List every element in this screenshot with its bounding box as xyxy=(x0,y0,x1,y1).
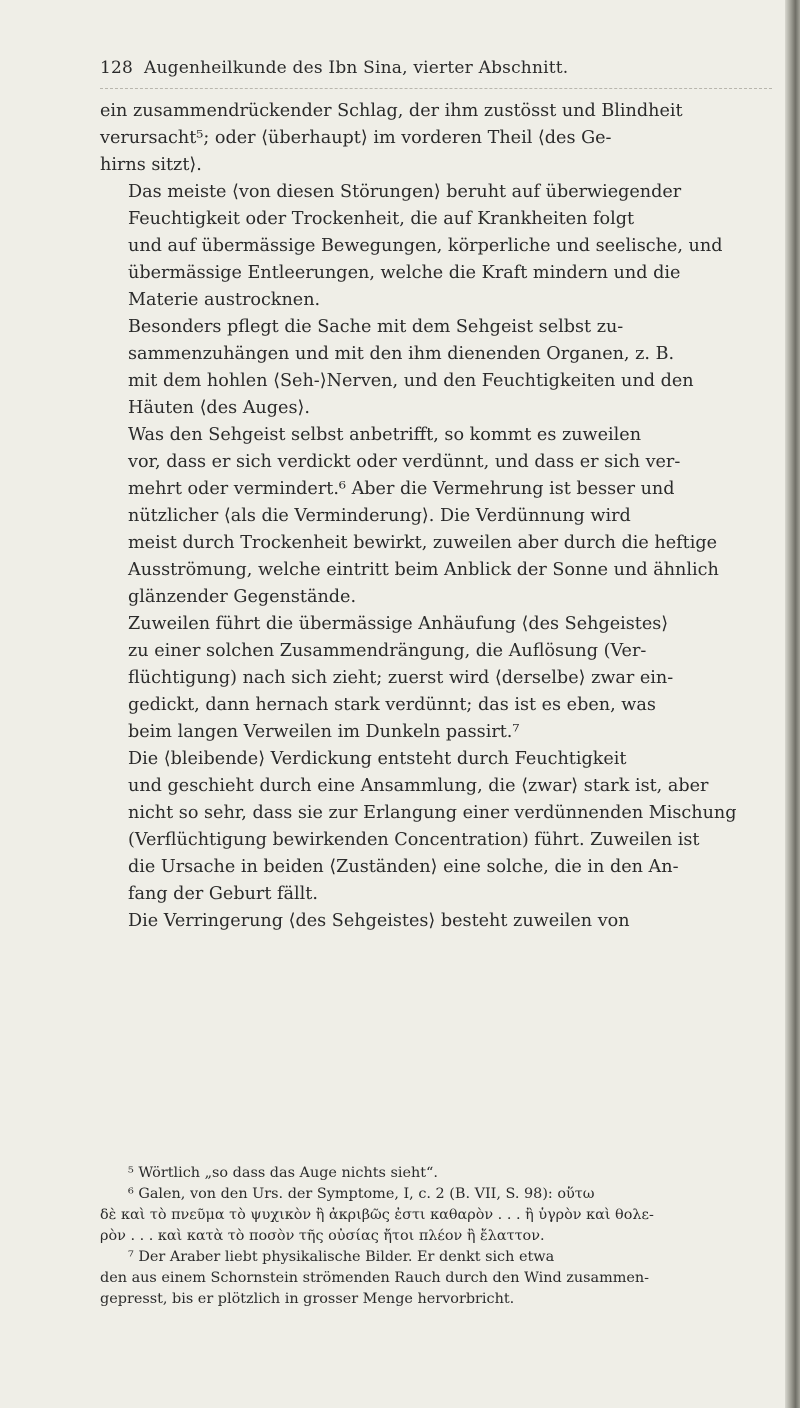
text-line: Materie austrocknen. xyxy=(128,290,321,310)
page-header xyxy=(100,58,700,88)
text-line: zu einer solchen Zusammendrängung, die Auflösung (Ver- xyxy=(128,641,647,661)
text-line: Das meiste ⟨von diesen Störungen⟩ beruht auf überwiegender xyxy=(128,182,682,202)
paragraph-4 xyxy=(100,422,772,611)
paragraph-6 xyxy=(100,746,772,908)
header-rule xyxy=(100,88,772,89)
text-line: und auf übermässige Bewegungen, körperliche und seelische, und xyxy=(128,236,723,256)
text-line: ein zusammendrückender Schlag, der ihm zustösst und Blindheit xyxy=(100,101,683,121)
text-line: flüchtigung) nach sich zieht; zuerst wird ⟨derselbe⟩ zwar ein- xyxy=(128,668,674,688)
text-line: glänzender Gegenstände. xyxy=(128,587,357,607)
footnote-7 xyxy=(100,1247,772,1310)
footnote-line: ρὸν . . . καὶ κατὰ τὸ ποσὸν τῆς οὐσίας ἤτοι πλέον ἢ ἔλαττον. xyxy=(100,1228,545,1244)
text-line: vor, dass er sich verdickt oder verdünnt, und dass er sich ver- xyxy=(128,452,681,472)
book-binding-edge xyxy=(785,0,800,1408)
text-line: Was den Sehgeist selbst anbetrifft, so kommt es zuweilen xyxy=(128,425,642,445)
paragraph-5 xyxy=(100,611,772,746)
text-line: Die Verringerung ⟨des Sehgeistes⟩ besteht zuweilen von xyxy=(128,911,630,931)
main-text xyxy=(100,98,772,935)
text-line: Ausströmung, welche eintritt beim Anblick der Sonne und ähnlich xyxy=(128,560,719,580)
footnotes xyxy=(100,1163,772,1310)
text-line: und geschieht durch eine Ansammlung, die ⟨zwar⟩ stark ist, aber xyxy=(128,776,709,796)
text-line: Die ⟨bleibende⟩ Verdickung entsteht durch Feuchtigkeit xyxy=(128,749,627,769)
text-line: sammenzuhängen und mit den ihm dienenden Organen, z. B. xyxy=(128,344,675,364)
text-line: die Ursache in beiden ⟨Zuständen⟩ eine solche, die in den An- xyxy=(128,857,679,877)
footnote-line: δὲ καὶ τὸ πνεῦμα τὸ ψυχικὸν ἢ ἀκριβῶς ἐστι καθαρὸν . . . ἢ ὑγρὸν καὶ θολε- xyxy=(100,1207,654,1223)
text-line: beim langen Verweilen im Dunkeln passirt.⁷ xyxy=(128,722,520,742)
text-line: nützlicher ⟨als die Verminderung⟩. Die Verdünnung wird xyxy=(128,506,631,526)
text-line: verursacht⁵; oder ⟨überhaupt⟩ im vorderen Theil ⟨des Ge- xyxy=(100,128,612,148)
text-line: fang der Geburt fällt. xyxy=(128,884,318,904)
paragraph-7 xyxy=(100,908,772,935)
text-line: Zuweilen führt die übermässige Anhäufung ⟨des Sehgeistes⟩ xyxy=(128,614,669,634)
paragraph-1 xyxy=(100,98,772,179)
footnote-5 xyxy=(100,1163,772,1184)
text-line: Besonders pflegt die Sache mit dem Sehgeist selbst zu- xyxy=(128,317,624,337)
text-line: meist durch Trockenheit bewirkt, zuweilen aber durch die heftige xyxy=(128,533,718,553)
text-line: mehrt oder vermindert.⁶ Aber die Vermehrung ist besser und xyxy=(128,479,675,499)
text-line: übermässige Entleerungen, welche die Kraft mindern und die xyxy=(128,263,681,283)
footnote-line: ⁷ Der Araber liebt physikalische Bilder. Er denkt sich etwa xyxy=(128,1249,555,1265)
text-line: mit dem hohlen ⟨Seh-⟩Nerven, und den Feuchtigkeiten und den xyxy=(128,371,694,391)
text-line: (Verflüchtigung bewirkenden Concentration) führt. Zuweilen ist xyxy=(128,830,700,850)
page-number: 128 xyxy=(100,58,134,78)
footnote-line: ⁵ Wörtlich „so dass das Auge nichts sieht“. xyxy=(128,1165,438,1181)
footnote-line: den aus einem Schornstein strömenden Rauch durch den Wind zusammen- xyxy=(100,1270,650,1286)
text-line: hirns sitzt⟩. xyxy=(100,155,202,175)
footnote-6 xyxy=(100,1184,772,1247)
running-title: Augenheilkunde des Ibn Sina, vierter Abschnitt. xyxy=(144,58,569,78)
text-line: Feuchtigkeit oder Trockenheit, die auf Krankheiten folgt xyxy=(128,209,635,229)
text-line: Häuten ⟨des Auges⟩. xyxy=(128,398,310,418)
footnote-line: ⁶ Galen, von den Urs. der Symptome, I, c. 2 (B. VII, S. 98): οὕτω xyxy=(128,1186,595,1202)
footnote-line: gepresst, bis er plötzlich in grosser Menge hervorbricht. xyxy=(100,1291,515,1307)
paragraph-3 xyxy=(100,314,772,422)
text-line: nicht so sehr, dass sie zur Erlangung einer verdünnenden Mischung xyxy=(128,803,737,823)
paragraph-2 xyxy=(100,179,772,314)
text-line: gedickt, dann hernach stark verdünnt; das ist es eben, was xyxy=(128,695,656,715)
